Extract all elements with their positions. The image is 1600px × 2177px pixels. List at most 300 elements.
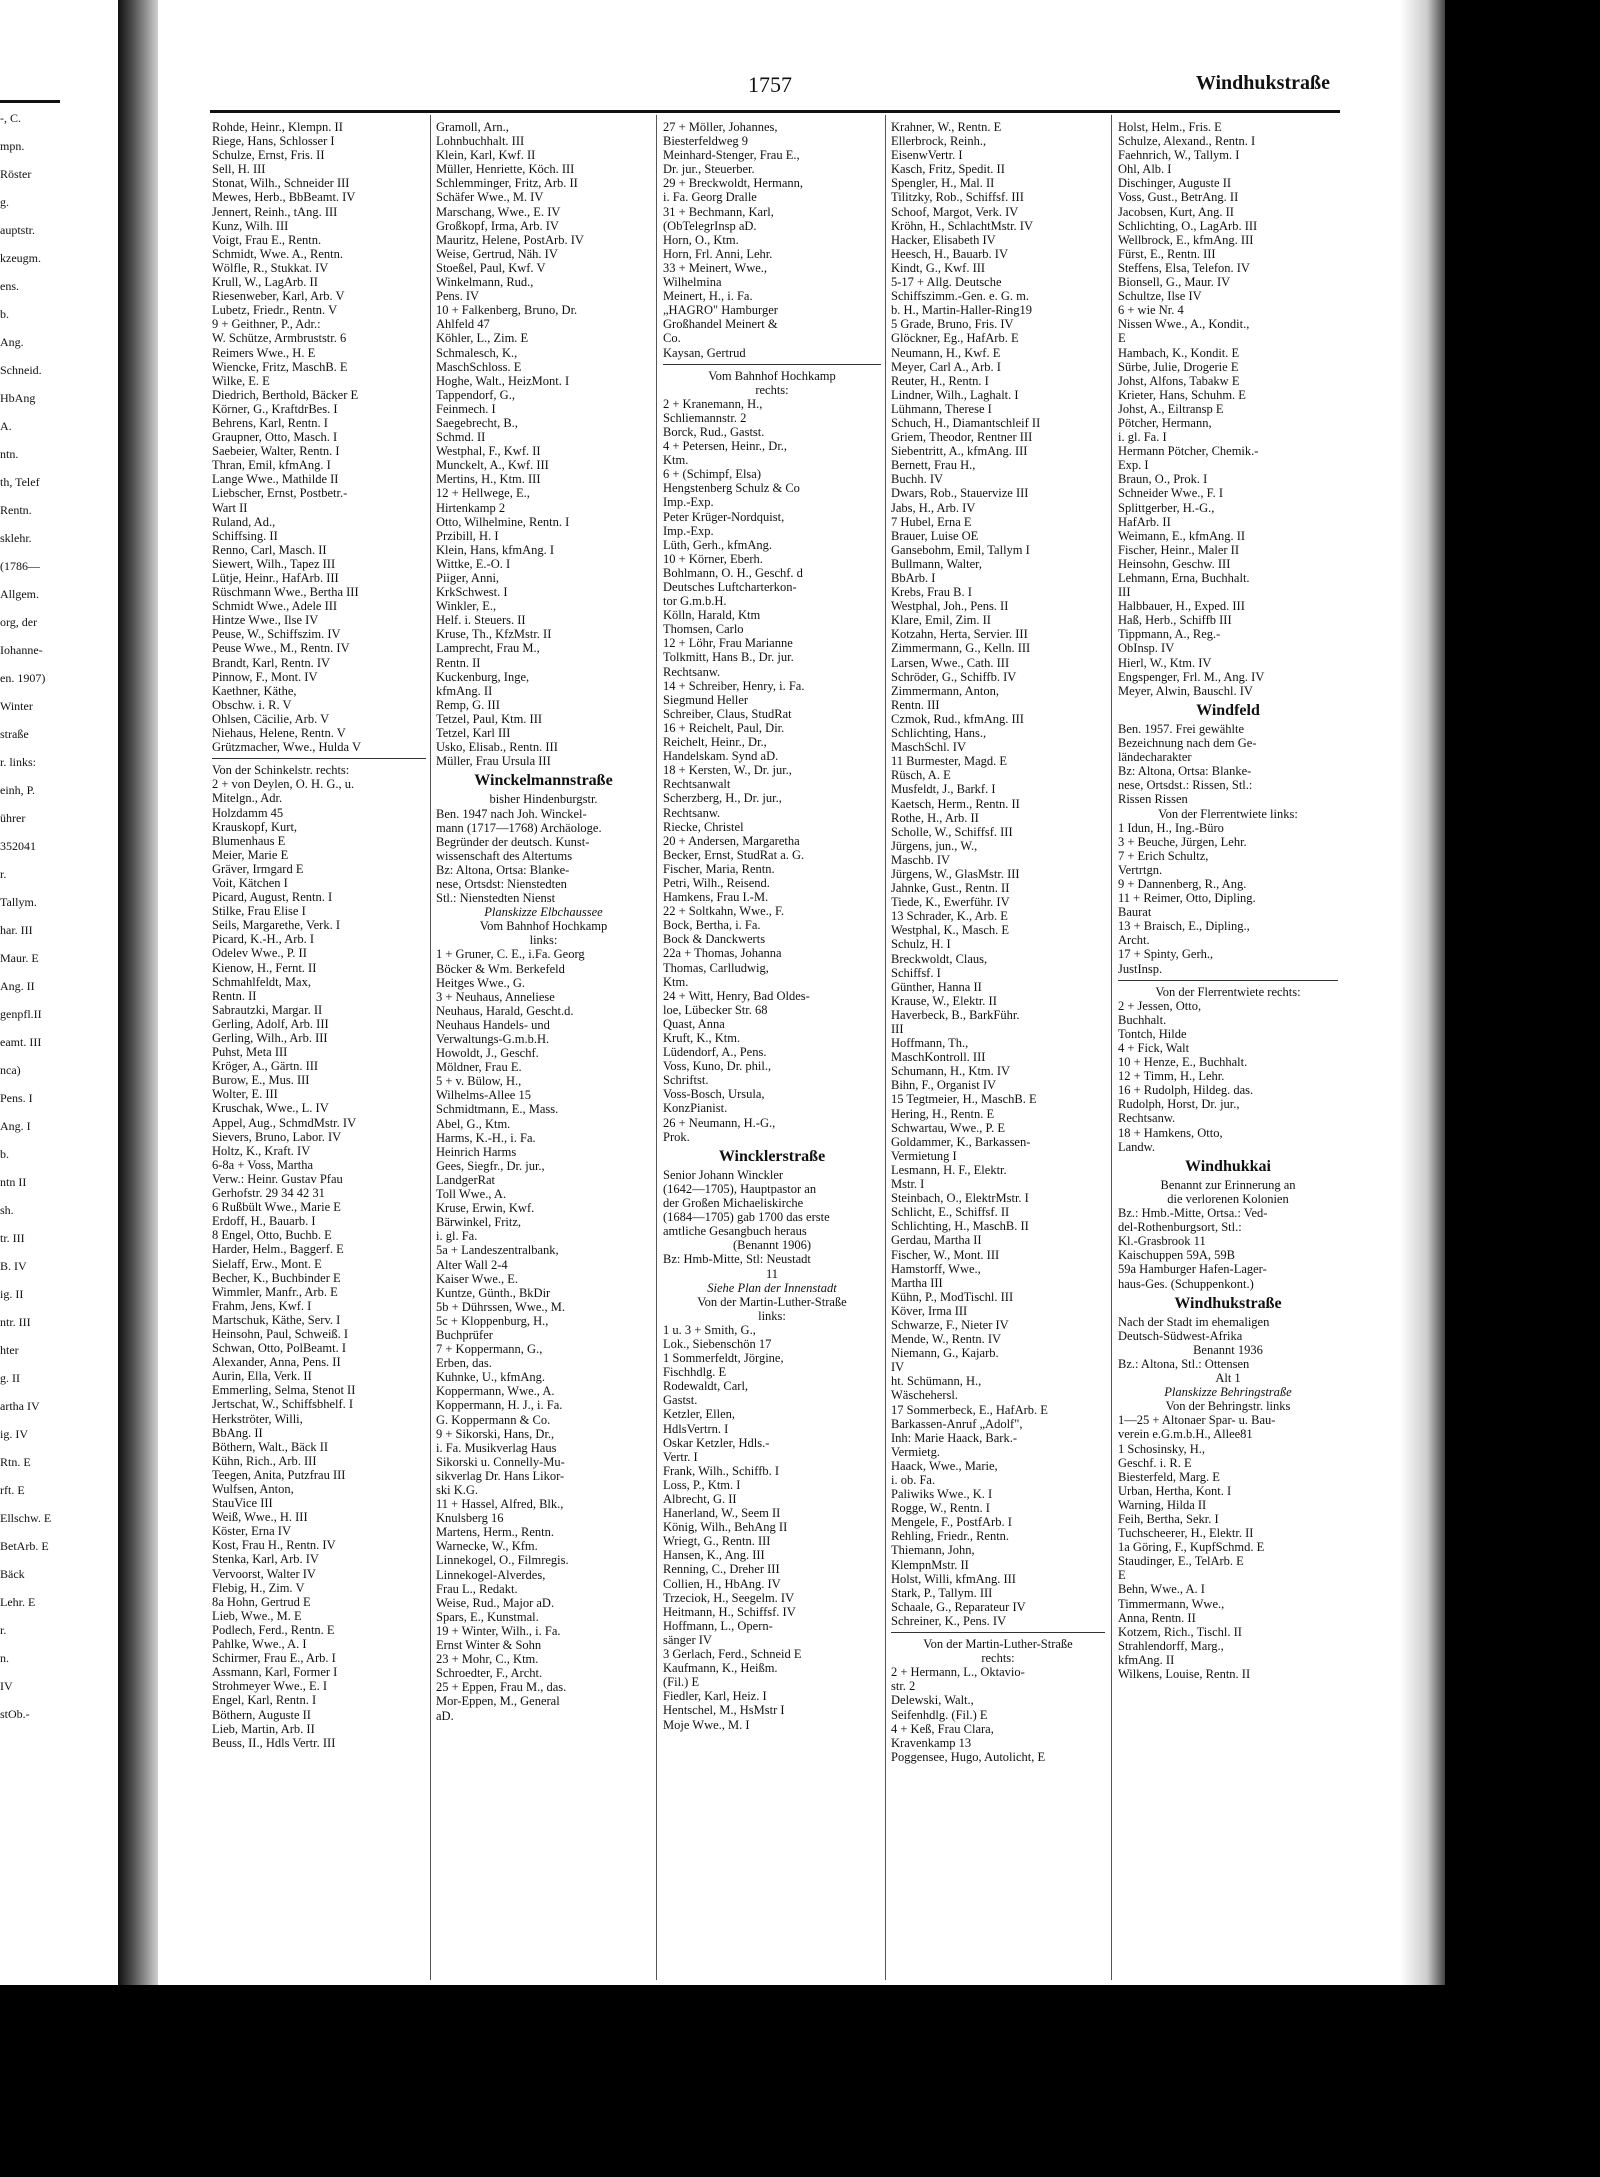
directory-entry: i. gl. Fa. — [436, 1229, 478, 1244]
directory-entry: Kuhnke, U., kfmAng. — [436, 1370, 546, 1385]
directory-entry: Feinmech. I — [436, 401, 496, 416]
left-page-line: hter — [0, 1343, 19, 1357]
directory-entry: Wäschehersl. — [891, 1388, 958, 1403]
directory-entry: Bock, Bertha, i. Fa. — [663, 918, 761, 933]
directory-entry: 59a Hamburger Hafen-Lager- — [1118, 1262, 1267, 1277]
directory-entry: Prok. — [663, 1129, 690, 1144]
directory-entry: Klare, Emil, Zim. II — [891, 613, 991, 628]
directory-entry: 8a Hohn, Gertrud E — [212, 1594, 311, 1609]
directory-entry: Bz.: Altona, Stl.: Ottensen — [1118, 1356, 1250, 1371]
directory-column-5 — [1118, 120, 1338, 1980]
directory-entry: Schmidtmann, E., Mass. — [436, 1102, 559, 1117]
directory-entry: Verw.: Heinr. Gustav Pfau — [212, 1171, 343, 1186]
directory-entry: Collien, H., HbAng. IV — [663, 1576, 781, 1591]
directory-entry: Frank, Wilh., Schiffb. I — [663, 1463, 780, 1478]
directory-entry: links: — [529, 933, 558, 948]
directory-entry: Bullmann, Walter, — [891, 556, 982, 571]
left-page-line: einh, P. — [0, 783, 36, 797]
directory-entry: Thiemann, John, — [891, 1543, 975, 1558]
directory-entry: Krieter, Hans, Schuhm. E — [1118, 387, 1246, 402]
directory-entry: Alexander, Anna, Pens. II — [212, 1355, 341, 1370]
directory-entry: Meyer, Carl A., Arb. I — [891, 359, 1001, 374]
directory-entry: MaschKontroll. III — [891, 1050, 986, 1065]
directory-entry: nese, Ortsdst: Nienstedten — [436, 876, 567, 891]
directory-entry: Jahnke, Gust., Rentn. II — [891, 881, 1010, 896]
left-page-line: r. — [0, 1623, 7, 1637]
directory-entry: Schröder, G., Schiffb. IV — [891, 669, 1017, 684]
directory-entry: Böthern, Walt., Bäck II — [212, 1439, 329, 1454]
directory-entry: Ohlsen, Cäcilie, Arb. V — [212, 711, 330, 726]
left-page-line: tr. III — [0, 1231, 25, 1245]
directory-entry: haus-Ges. (Schuppenkont.) — [1118, 1276, 1254, 1291]
directory-entry: sikverlag Dr. Hans Likor- — [436, 1468, 565, 1483]
directory-entry: ObInsp. IV — [1118, 641, 1175, 656]
directory-entry: Brandt, Karl, Rentn. IV — [212, 655, 331, 670]
directory-entry: Urban, Hertha, Kont. I — [1118, 1483, 1232, 1498]
directory-entry: Peter Krüger-Nordquist, — [663, 509, 785, 524]
directory-entry: Voss, Kuno, Dr. phil., — [663, 1059, 772, 1074]
directory-entry: Seils, Margarethe, Verk. I — [212, 918, 340, 933]
directory-entry: Wart II — [212, 500, 248, 515]
directory-entry: 6 Rußbült Wwe., Marie E — [212, 1200, 341, 1215]
directory-entry: Seifenhdlg. (Fil.) E — [891, 1707, 988, 1722]
directory-entry: Rentn. III — [891, 697, 940, 712]
directory-entry: Brauer, Luise OE — [891, 528, 979, 543]
directory-entry: Tuchscheerer, H., Elektr. II — [1118, 1526, 1254, 1541]
directory-entry: Deutsch-Südwest-Afrika — [1118, 1328, 1243, 1343]
directory-entry: Vom Bahnhof Hochkamp — [479, 919, 608, 934]
directory-entry: 17 + Spinty, Gerh., — [1118, 947, 1214, 962]
directory-entry: Winkler, E., — [436, 599, 497, 614]
directory-entry: aD. — [436, 1708, 454, 1723]
directory-entry: Halbbauer, H., Exped. III — [1118, 599, 1245, 614]
directory-entry: Horn, O., Ktm. — [663, 232, 739, 247]
directory-entry: 12 + Löhr, Frau Marianne — [663, 636, 793, 651]
directory-entry: Gansebohm, Emil, Tallym I — [891, 542, 1030, 557]
directory-entry: Weise, Gertrud, Näh. IV — [436, 246, 558, 261]
directory-entry: 2 + Kranemann, H., — [663, 396, 763, 411]
directory-entry: Hoffmann, Th., — [891, 1036, 969, 1051]
directory-entry: Schmd. II — [436, 430, 486, 445]
directory-entry: Burow, E., Mus. III — [212, 1073, 310, 1088]
directory-entry: Obschw. i. R. V — [212, 697, 292, 712]
directory-entry: Von der Flerrentwiete links: — [1158, 806, 1298, 821]
header-rule — [210, 110, 1340, 113]
directory-entry: Reimers Wwe., H. E — [212, 345, 316, 360]
directory-entry: 1a Göring, F., KupfSchmd. E — [1118, 1540, 1265, 1555]
directory-entry: Vertrtgn. — [1118, 862, 1163, 877]
directory-entry: Engspenger, Frl. M., Ang. IV — [1118, 669, 1265, 684]
directory-entry: Schirmer, Frau E., Arb. I — [212, 1651, 336, 1666]
directory-entry: Kotzahn, Herta, Servier. III — [891, 627, 1028, 642]
directory-entry: 7 + Koppermann, G., — [436, 1342, 543, 1357]
street-heading: Windhukkai — [1185, 1157, 1271, 1175]
directory-entry: (1684—1705) gab 1700 das erste — [663, 1210, 830, 1225]
directory-entry: Schmidt Wwe., Adele III — [212, 599, 338, 614]
directory-entry: Petri, Wilh., Reisend. — [663, 875, 770, 890]
directory-entry: KrkSchwest. I — [436, 585, 508, 600]
left-page-line: ührer — [0, 811, 26, 825]
directory-entry: Kröhn, H., SchlachtMstr. IV — [891, 218, 1033, 233]
left-page-line: org, der — [0, 615, 38, 629]
directory-entry: 29 + Breckwoldt, Hermann, — [663, 176, 804, 191]
directory-entry: Gerdau, Martha II — [891, 1233, 982, 1248]
directory-entry: 10 + Körner, Eberh. — [663, 551, 763, 566]
directory-entry: Rüsch, A. E — [891, 768, 951, 783]
directory-entry: Tolkmitt, Hans B., Dr. jur. — [663, 650, 794, 665]
directory-entry: 7 + Erich Schultz, — [1118, 848, 1209, 863]
directory-entry: Voit, Kätchen I — [212, 875, 288, 890]
left-page-line: 352041 — [0, 839, 36, 853]
directory-entry: Gerling, Adolf, Arb. III — [212, 1016, 329, 1031]
directory-entry: i. ob. Fa. — [891, 1473, 936, 1487]
directory-entry: Rudolph, Horst, Dr. jur., — [1118, 1097, 1240, 1112]
directory-entry: Loss, P., Ktm. I — [663, 1477, 741, 1492]
directory-entry: Braun, O., Prok. I — [1118, 472, 1208, 487]
directory-entry: Hierl, W., Ktm. IV — [1118, 655, 1212, 670]
directory-entry: Exp. I — [1118, 458, 1149, 473]
directory-entry: Krause, W., Elektr. II — [891, 993, 997, 1008]
directory-entry: 1 u. 3 + Smith, G., — [663, 1322, 756, 1337]
directory-entry: Stonat, Wilh., Schneider III — [212, 176, 350, 191]
directory-entry: Nach der Stadt im ehemaligen — [1118, 1314, 1270, 1329]
directory-entry: Schäfer Wwe., M. IV — [436, 190, 544, 205]
directory-entry: Pahlke, Wwe., A. I — [212, 1637, 307, 1652]
directory-entry: Schlichting, Hans., — [891, 726, 987, 741]
left-page-line: Lehr. E — [0, 1595, 36, 1609]
directory-entry: Linnekogel, O., Filmregis. — [436, 1553, 569, 1568]
directory-entry: Koppermann, Wwe., A. — [436, 1384, 555, 1399]
directory-entry: Buchh. IV — [891, 472, 944, 487]
directory-entry: 2 + Jessen, Otto, — [1118, 998, 1202, 1013]
directory-entry: BbArb. I — [891, 571, 936, 585]
directory-entry: Wilhelms-Allee 15 — [436, 1088, 531, 1103]
left-page-line: sklehr. — [0, 531, 32, 545]
directory-entry: Großkopf, Irma, Arb. IV — [436, 218, 559, 233]
directory-entry: Müller, Henriette, Köch. III — [436, 162, 575, 177]
left-page-line: Allgem. — [0, 587, 39, 601]
directory-entry: 4 + Fick, Walt — [1118, 1041, 1190, 1055]
directory-entry: Von der Martin-Luther-Straße — [923, 1637, 1073, 1652]
left-page-line: ntn II — [0, 1175, 27, 1189]
left-page-line: Röster — [0, 167, 32, 181]
directory-entry: Mstr. I — [891, 1177, 925, 1192]
directory-entry: Ohl, Alb. I — [1118, 162, 1172, 177]
directory-entry: Lesmann, H. F., Elektr. — [891, 1162, 1007, 1177]
directory-entry: Kuntze, Günth., BkDir — [436, 1285, 551, 1300]
directory-entry: Lubetz, Friedr., Rentn. V — [212, 303, 338, 318]
directory-entry: Kruschak, Wwe., L. IV — [212, 1101, 329, 1116]
directory-entry: Sürbe, Julie, Drogerie E — [1118, 359, 1239, 374]
directory-entry: (Fil.) E — [663, 1675, 700, 1690]
directory-entry: Bock & Danckwerts — [663, 932, 766, 947]
directory-entry: Böcker & Wm. Berkefeld — [436, 961, 565, 976]
directory-entry: Voss, Gust., BetrAng. II — [1118, 190, 1239, 205]
column-divider — [656, 115, 657, 1980]
directory-entry: Niehaus, Helene, Rentn. V — [212, 726, 346, 741]
directory-entry: Usko, Elisab., Rentn. III — [436, 740, 558, 755]
directory-entry: Hanerland, W., Seem II — [663, 1506, 781, 1521]
directory-entry: Heitges Wwe., G. — [436, 975, 525, 990]
directory-entry: Rehling, Friedr., Rentn. — [891, 1529, 1010, 1544]
directory-entry: Handelskam. Synd aD. — [663, 749, 779, 764]
directory-entry: Koppermann, H. J., i. Fa. — [436, 1398, 563, 1413]
directory-entry: Thran, Emil, kfmAng. I — [212, 458, 331, 473]
directory-entry: Schliemannstr. 2 — [663, 410, 747, 425]
directory-entry: Lange Wwe., Mathilde II — [212, 472, 339, 487]
directory-entry: Lohnbuchhalt. III — [436, 134, 525, 149]
directory-entry: Haack, Wwe., Marie, — [891, 1458, 998, 1473]
directory-entry: 22a + Thomas, Johanna — [663, 946, 782, 961]
directory-entry: Mewes, Herb., BbBeamt. IV — [212, 190, 356, 205]
directory-entry: Renno, Carl, Masch. II — [212, 542, 327, 557]
directory-entry: 1 Sommerfeldt, Jörgine, — [663, 1351, 784, 1366]
directory-entry: Haß, Herb., Schiffb III — [1118, 613, 1232, 628]
directory-entry: kfmAng. II — [436, 683, 493, 698]
directory-entry: Archt. — [1118, 933, 1150, 948]
directory-entry: Emmerling, Selma, Stenot II — [212, 1383, 356, 1398]
directory-entry: Herkströter, Willi, — [212, 1411, 303, 1426]
left-page-line: artha IV — [0, 1399, 40, 1413]
left-page-line: (1786— — [0, 559, 40, 573]
directory-entry: Bz: Altona, Ortsa: Blanke- — [436, 862, 570, 877]
directory-entry: Heitmann, H., Schiffsf. IV — [663, 1604, 796, 1619]
directory-entry: 6 + (Schimpf, Elsa) — [663, 467, 762, 482]
directory-entry: 4 + Keß, Frau Clara, — [891, 1721, 994, 1736]
left-page-line: A. — [0, 419, 12, 433]
left-page-line: genpfl.II — [0, 1007, 42, 1021]
directory-entry: Holzdamm 45 — [212, 805, 284, 820]
directory-entry: Tappendorf, G., — [436, 387, 515, 402]
directory-entry: KonzPianist. — [663, 1101, 728, 1116]
directory-entry: Weise, Rud., Major aD. — [436, 1595, 555, 1610]
directory-entry: Griem, Theodor, Rentner III — [891, 430, 1033, 445]
directory-entry: Haverbeck, B., BarkFühr. — [891, 1007, 1020, 1022]
directory-entry: Bärwinkel, Fritz, — [436, 1215, 522, 1230]
directory-entry: Rüschmann Wwe., Bertha III — [212, 585, 359, 600]
directory-entry: Przibill, H. I — [436, 528, 499, 543]
directory-entry: StauVice III — [212, 1496, 273, 1511]
directory-entry: Ellerbrock, Reinh., — [891, 134, 987, 149]
directory-entry: Schuch, H., Diamantschleif II — [891, 415, 1041, 430]
directory-entry: del-Rothenburgsort, Stl.: — [1118, 1220, 1242, 1235]
column-divider — [430, 115, 431, 1980]
directory-entry: 10 + Henze, E., Buchhalt. — [1118, 1055, 1248, 1070]
directory-entry: Tetzel, Paul, Ktm. III — [436, 711, 543, 726]
directory-entry: Kotzem, Rich., Tischl. II — [1118, 1624, 1242, 1639]
directory-entry: Schreiner, K., Pens. IV — [891, 1613, 1007, 1628]
directory-entry: 3 + Beuche, Jürgen, Lehr. — [1118, 834, 1247, 849]
directory-entry: Rissen Rissen — [1118, 792, 1188, 807]
directory-entry: amtliche Gesangbuch heraus — [663, 1224, 807, 1239]
directory-entry: Kravenkamp 13 — [891, 1735, 972, 1750]
directory-entry: 2 + von Deylen, O. H. G., u. — [212, 777, 355, 792]
directory-entry: Schreiber, Claus, StudRat — [663, 706, 792, 721]
directory-entry: Becher, K., Buchbinder E — [212, 1270, 341, 1285]
directory-entry: 5 Grade, Bruno, Fris. IV — [891, 317, 1014, 332]
directory-entry: Senior Johann Winckler — [663, 1167, 784, 1182]
directory-entry: Körner, G., KraftdrBes. I — [212, 401, 338, 416]
directory-entry: Marschang, Wwe., E. IV — [436, 204, 561, 219]
directory-entry: Schoof, Margot, Verk. IV — [891, 204, 1019, 219]
directory-entry: i. gl. Fa. I — [1118, 430, 1167, 445]
directory-entry: Appel, Aug., SchmdMstr. IV — [212, 1115, 357, 1130]
directory-entry: Kasch, Fritz, Spedit. II — [891, 162, 1005, 177]
directory-entry: 11 + Reimer, Otto, Dipling. — [1118, 891, 1256, 906]
left-page-line: eamt. III — [0, 1035, 42, 1049]
directory-entry: Kölln, Harald, Ktm — [663, 608, 761, 623]
directory-entry: Von der Flerrentwiete rechts: — [1155, 984, 1301, 999]
directory-entry: kfmAng. II — [1118, 1652, 1175, 1667]
directory-entry: Diedrich, Berthold, Bäcker E — [212, 387, 359, 402]
directory-entry: Riecke, Christel — [663, 819, 744, 834]
directory-entry: Dischinger, Auguste II — [1118, 176, 1232, 191]
directory-entry: Krebs, Frau B. I — [891, 585, 972, 600]
left-page-line: Pens. I — [0, 1091, 33, 1105]
directory-entry: der Großen Michaeliskirche — [663, 1196, 804, 1211]
directory-entry: Czmok, Rud., kfmAng. III — [891, 711, 1024, 726]
directory-entry: Schlemminger, Fritz, Arb. II — [436, 176, 578, 191]
directory-entry: Bezeichnung nach dem Ge- — [1118, 736, 1257, 751]
directory-entry: Wölfle, R., Stukkat. IV — [212, 260, 329, 275]
directory-entry: Ruland, Ad., — [212, 514, 276, 529]
directory-entry: Niemann, G., Kajarb. — [891, 1346, 999, 1361]
left-page-line: g. II — [0, 1371, 20, 1385]
directory-entry: Mende, W., Rentn. IV — [891, 1332, 1002, 1347]
directory-entry: Dwars, Rob., Stauervize III — [891, 486, 1029, 501]
directory-entry: str. 2 — [891, 1679, 916, 1694]
directory-entry: Stl.: Nienstedten Nienst — [436, 891, 556, 906]
directory-entry: Johst, Alfons, Tabakw E — [1118, 373, 1240, 388]
directory-entry: Zimmermann, Anton, — [891, 683, 999, 698]
left-page-fragment — [0, 100, 120, 1980]
directory-entry: Schiffszimm.-Gen. e. G. m. — [891, 289, 1029, 304]
directory-entry: Peuse Wwe., M., Rentn. IV — [212, 641, 350, 656]
directory-entry: Alter Wall 2-4 — [436, 1257, 508, 1272]
directory-entry: Fischer, Maria, Rentn. — [663, 861, 775, 876]
directory-entry: Wulfsen, Anton, — [212, 1482, 294, 1496]
directory-entry: bisher Hindenburgstr. — [489, 792, 598, 807]
directory-entry: ht. Schümann, H., — [891, 1374, 982, 1389]
directory-entry: Wittke, E.-O. I — [436, 556, 511, 571]
directory-entry: Lehmann, Erna, Buchhalt. — [1118, 571, 1250, 585]
directory-entry: Weiß, Wwe., H. III — [212, 1510, 308, 1525]
directory-entry: Siehe Plan der Innenstadt — [707, 1280, 837, 1295]
directory-entry: Kühn, Rich., Arb. III — [212, 1453, 317, 1468]
directory-entry: 5b + Dührssen, Wwe., M. — [436, 1299, 566, 1314]
directory-entry: Knulsberg 16 — [436, 1511, 504, 1526]
directory-entry: Schneider Wwe., F. I — [1118, 486, 1223, 501]
directory-entry: Mertins, H., Ktm. III — [436, 472, 541, 487]
directory-entry: Tetzel, Karl III — [436, 726, 511, 741]
street-heading: Windhukstraße — [1174, 1294, 1282, 1312]
directory-entry: Sikorski u. Connelly-Mu- — [436, 1454, 565, 1469]
directory-entry: Meinhard-Stenger, Frau E., — [663, 148, 800, 163]
directory-entry: Köster, Erna IV — [212, 1524, 291, 1539]
directory-entry: Hamkens, Frau I.-M. — [663, 890, 769, 905]
directory-entry: Heinsohn, Paul, Schweiß. I — [212, 1326, 349, 1341]
left-page-line: mpn. — [0, 139, 25, 153]
directory-entry: Remp, G. III — [436, 697, 500, 712]
directory-entry: 16 + Rudolph, Hildeg. das. — [1118, 1083, 1254, 1098]
directory-entry: Larsen, Wwe., Cath. III — [891, 655, 1010, 670]
directory-entry: Schmahlfeldt, Max, — [212, 974, 311, 989]
directory-entry: Trzeciok, H., Seegelm. IV — [663, 1590, 795, 1605]
directory-entry: Bohlmann, O. H., Geschf. d — [663, 565, 803, 580]
directory-entry: Günther, Hanna II — [891, 979, 982, 994]
directory-entry: Fischer, Heinr., Maler II — [1118, 542, 1239, 557]
directory-entry: Schwarze, F., Nieter IV — [891, 1317, 1009, 1332]
directory-entry: 20 + Andersen, Margaretha — [663, 833, 800, 848]
directory-entry: Stilke, Frau Elise I — [212, 904, 306, 919]
directory-entry: Bz: Hmb-Mitte, Stl: Neustadt — [663, 1252, 811, 1267]
directory-entry: III — [891, 1022, 904, 1036]
directory-entry: IV — [891, 1360, 905, 1375]
directory-entry: Fiedler, Karl, Heiz. I — [663, 1689, 767, 1704]
directory-entry: 14 + Schreiber, Henry, i. Fa. — [663, 678, 805, 693]
directory-entry: Warning, Hilda II — [1118, 1497, 1207, 1512]
directory-entry: Ernst Winter & Sohn — [436, 1638, 542, 1653]
directory-entry: Schlicht, E., Schiffsf. II — [891, 1205, 1010, 1220]
directory-entry: Helf. i. Steuers. II — [436, 613, 526, 628]
directory-entry: Peuse, W., Schiffszim. IV — [212, 627, 341, 642]
directory-entry: 11 + Hassel, Alfred, Blk., — [436, 1497, 564, 1512]
directory-entry: Lüth, Gerh., kfmAng. — [663, 537, 773, 552]
directory-entry: Dr. jur., Steuerber. — [663, 162, 755, 177]
directory-entry: Steinbach, O., ElektrMstr. I — [891, 1191, 1029, 1206]
directory-entry: HafArb. II — [1118, 514, 1171, 529]
directory-entry: (ObTelegrInsp aD. — [663, 218, 757, 233]
directory-entry: Hoffmann, L., Opern- — [663, 1618, 773, 1633]
directory-entry: Schiffsing. II — [212, 528, 278, 543]
directory-entry: Schmidt, Wwe. A., Rentn. — [212, 246, 344, 261]
directory-entry: Becker, Ernst, StudRat a. G. — [663, 847, 805, 862]
left-page-line: B. IV — [0, 1259, 27, 1273]
directory-entry: Wimmler, Manfr., Arb. E — [212, 1284, 338, 1299]
directory-entry: Rechtsanw. — [663, 664, 721, 679]
directory-entry: Kaufmann, K., Heißm. — [663, 1661, 778, 1676]
directory-entry: Benannt 1936 — [1193, 1342, 1263, 1357]
left-page-line: nca) — [0, 1063, 21, 1077]
directory-entry: Sell, H. III — [212, 162, 266, 177]
directory-entry: mann (1717—1768) Archäologe. — [436, 820, 602, 835]
directory-entry: 1—25 + Altonaer Spar- u. Bau- — [1118, 1413, 1276, 1428]
page-edge — [1400, 0, 1445, 1985]
directory-entry: Voigt, Frau E., Rentn. — [212, 232, 322, 247]
left-page-rule — [0, 100, 60, 103]
directory-entry: Poggensee, Hugo, Autolicht, E — [891, 1749, 1046, 1764]
directory-entry: „HAGRO" Hamburger — [663, 303, 778, 318]
directory-entry: Glöckner, Eg., HafArb. E — [891, 331, 1019, 346]
left-page-line: stOb.- — [0, 1707, 30, 1721]
directory-entry: Westphal, F., Kwf. II — [436, 444, 541, 459]
directory-entry: Neuhaus, Harald, Gescht.d. — [436, 1003, 574, 1018]
directory-entry: Westphal, Joh., Pens. II — [891, 599, 1009, 614]
directory-entry: Kaetsch, Herm., Rentn. II — [891, 796, 1020, 811]
directory-entry: Martschuk, Käthe, Serv. I — [212, 1312, 341, 1327]
directory-entry: Mor-Eppen, M., General — [436, 1694, 560, 1709]
left-page-line: Maur. E — [0, 951, 39, 965]
directory-entry: Böthern, Auguste II — [212, 1707, 311, 1722]
directory-entry: Winkelmann, Rud., — [436, 275, 534, 290]
directory-entry: Gerhofstr. 29 34 42 31 — [212, 1186, 325, 1201]
directory-entry: Westphal, K., Masch. E — [891, 923, 1010, 938]
left-page-line: sh. — [0, 1203, 14, 1217]
directory-entry: Sievers, Bruno, Labor. IV — [212, 1129, 342, 1144]
directory-entry: Breckwoldt, Claus, — [891, 951, 988, 966]
directory-entry: 5-17 + Allg. Deutsche — [891, 275, 1002, 290]
directory-entry: Kindt, G., Kwf. III — [891, 260, 986, 275]
